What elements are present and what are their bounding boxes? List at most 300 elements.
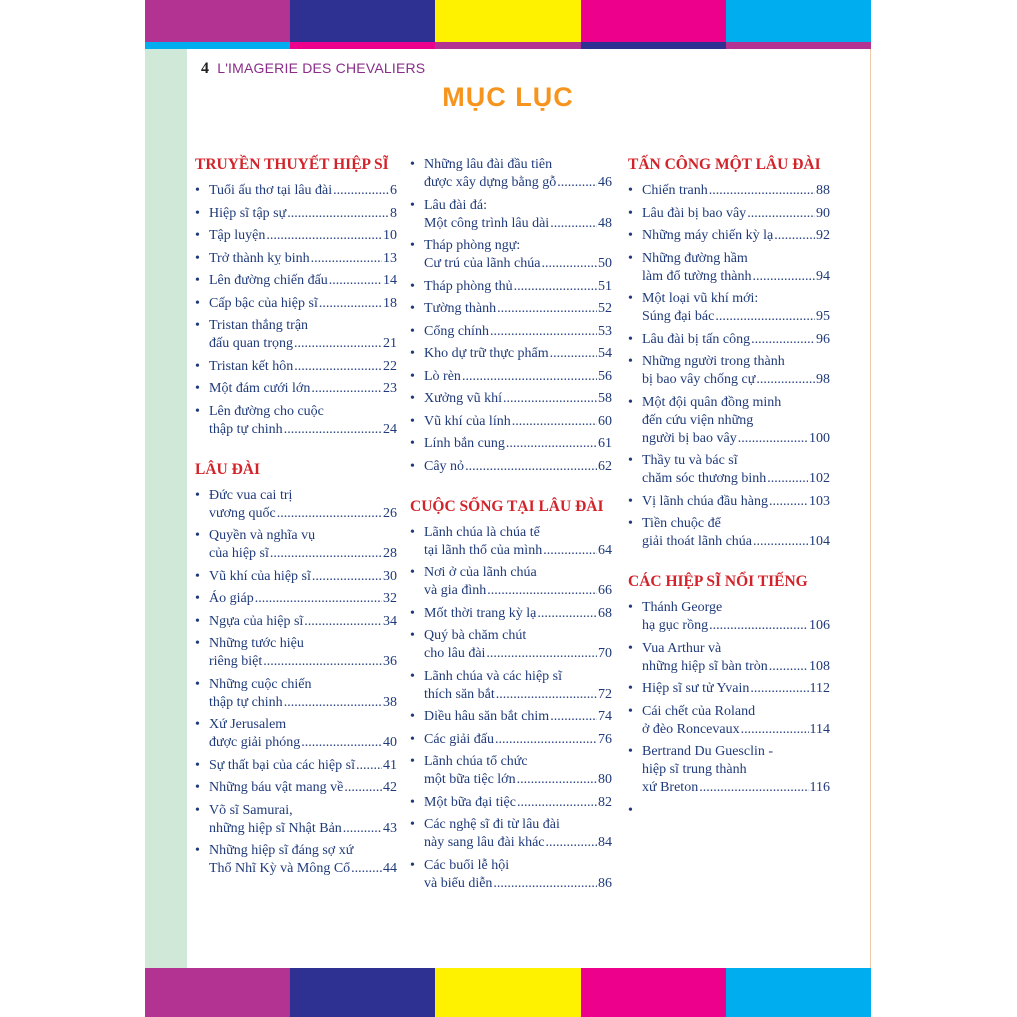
- leader-dots: [311, 250, 382, 268]
- toc-column-1: [195, 150, 397, 883]
- toc-entry-title: thập tự chinh: [209, 421, 283, 437]
- toc-entry-title-line: • Lên đường cho cuộc: [209, 403, 324, 419]
- leader-dots: [550, 345, 597, 363]
- toc-entry[interactable]: [410, 857, 612, 893]
- toc-entry-title: • Lò rèn: [424, 368, 461, 384]
- toc-entry[interactable]: [628, 182, 830, 200]
- toc-entry[interactable]: [410, 368, 612, 386]
- toc-entry-title: • Vị lãnh chúa đầu hàng: [642, 493, 768, 509]
- toc-entry-title: • Cây nỏ: [424, 458, 465, 474]
- toc-entry-title: Một công trình lâu dài: [424, 215, 550, 231]
- toc-entry[interactable]: [628, 227, 830, 245]
- toc-entry-page: 95: [816, 309, 830, 324]
- toc-entry-page: 46: [598, 175, 612, 190]
- toc-entry-title-line: • Đức vua cai trị: [209, 487, 293, 503]
- section-heading: LÂU ĐÀI: [195, 460, 261, 478]
- leader-dots: [294, 358, 382, 376]
- side-panel: [145, 49, 187, 968]
- toc-entry[interactable]: [410, 156, 612, 192]
- toc-entry-title: • Lên đường chiến đấu: [209, 273, 328, 288]
- toc-entry-title-line: • Lãnh chúa tổ chức: [424, 754, 528, 769]
- leader-dots: [546, 834, 597, 852]
- leader-dots: [517, 771, 597, 789]
- toc-entry-title-line: • Tiền chuộc để: [642, 516, 721, 531]
- toc-entry[interactable]: [410, 390, 612, 408]
- toc-entry-page: 48: [598, 215, 612, 231]
- toc-entry-title-line: • Tháp phòng ngự:: [424, 238, 521, 253]
- top-color-band: [145, 0, 871, 42]
- toc-entry[interactable]: [628, 802, 830, 820]
- leader-dots: [311, 380, 382, 398]
- toc-entry[interactable]: [628, 599, 830, 635]
- toc-entry-page: 68: [598, 605, 612, 621]
- toc-entry[interactable]: [628, 493, 830, 511]
- toc-entry[interactable]: [195, 295, 397, 313]
- toc-entry-list: [195, 487, 397, 879]
- toc-entry-title: đấu quan trọng: [209, 336, 293, 351]
- toc-entry-page: 10: [383, 228, 397, 243]
- leader-dots: [284, 694, 382, 712]
- toc-entry-title: Cư trú của lãnh chúa: [424, 256, 541, 271]
- toc-entry-list: [410, 524, 612, 893]
- toc-entry-page: 13: [383, 250, 397, 266]
- toc-entry-title: • Áo giáp: [209, 591, 254, 606]
- toc-entry-page: 51: [598, 278, 612, 294]
- leader-dots: [277, 505, 382, 523]
- toc-entry[interactable]: [195, 487, 397, 523]
- leader-dots: [752, 268, 815, 286]
- right-edge-rule: [870, 49, 871, 968]
- toc-entry[interactable]: [195, 676, 397, 712]
- toc-entry-page: 60: [598, 413, 612, 429]
- leader-dots: [751, 331, 815, 349]
- toc-entry-title-line: • Xứ Jerusalem: [209, 717, 287, 732]
- section-heading: CÁC HIỆP SĨ NỔI TIẾNG: [628, 573, 808, 590]
- bottom-color-band: [145, 968, 871, 1017]
- toc-entry-page: 76: [598, 731, 612, 747]
- toc-entry-title: • Hiệp sĩ sư tử Yvain: [642, 681, 750, 696]
- leader-dots: [287, 205, 389, 223]
- leader-dots: [753, 533, 808, 551]
- toc-entry-page: 24: [383, 421, 397, 437]
- top-band-segment: [581, 0, 726, 42]
- toc-entry-page: 34: [383, 613, 397, 629]
- toc-entry[interactable]: [628, 743, 830, 797]
- toc-entry-title-line: đến cứu viện những: [642, 412, 754, 428]
- toc-entry-title: • Lâu đài bị bao vây: [642, 205, 747, 221]
- leader-dots: [319, 295, 382, 313]
- toc-entry-page: 6: [390, 183, 397, 198]
- leader-dots: [699, 779, 808, 797]
- toc-entry-page: 54: [598, 346, 612, 361]
- toc-column-3: [628, 150, 830, 824]
- toc-entry-page: 104: [809, 534, 830, 549]
- toc-entry[interactable]: [628, 353, 830, 389]
- toc-entry-page: 42: [383, 780, 397, 795]
- toc-entry-title-line: • Những người trong thành: [642, 354, 785, 369]
- toc-entry-title-line: • Vua Arthur và: [642, 640, 722, 656]
- leader-dots: [487, 582, 597, 600]
- toc-entry-page: 52: [598, 301, 612, 316]
- leader-dots: [537, 605, 597, 623]
- leader-dots: [284, 421, 382, 439]
- toc-entry-title: được giải phóng: [209, 735, 301, 750]
- leader-dots: [774, 227, 815, 245]
- toc-entry-page: 30: [383, 568, 397, 584]
- toc-entry[interactable]: [628, 515, 830, 551]
- top-stripe-segment: [145, 42, 290, 49]
- toc-entry-page: 116: [809, 780, 830, 795]
- toc-entry[interactable]: [410, 413, 612, 431]
- leader-dots: [496, 686, 597, 704]
- toc-entry-title: cho lâu đài: [424, 646, 486, 661]
- bottom-band-segment: [726, 968, 871, 1017]
- leader-dots: [747, 205, 815, 223]
- toc-entry-page: 100: [809, 430, 830, 446]
- toc-entry[interactable]: [628, 331, 830, 349]
- toc-entry-list: [195, 182, 397, 439]
- toc-entry-list: [410, 156, 612, 476]
- toc-entry-title: Thổ Nhĩ Kỳ và Mông Cổ: [209, 861, 351, 876]
- toc-entry-title: những hiệp sĩ bàn tròn: [642, 658, 768, 674]
- leader-dots: [465, 458, 597, 476]
- toc-entry-title: • Tập luyện: [209, 228, 266, 243]
- toc-entry-title-line: • Cái chết của Roland: [642, 703, 756, 719]
- toc-entry[interactable]: [410, 708, 612, 726]
- leader-dots: [750, 680, 808, 698]
- toc-entry-title-line: • Những cuộc chiến: [209, 676, 312, 692]
- toc-entry-title-line: • Lãnh chúa là chúa tể: [424, 524, 540, 540]
- top-color-stripe: [145, 42, 871, 49]
- toc-entry-page: 92: [816, 228, 830, 243]
- toc-entry[interactable]: [195, 250, 397, 268]
- toc-entry-title: • Diều hâu săn bắt chim: [424, 709, 550, 724]
- top-stripe-segment: [290, 42, 435, 49]
- toc-entry-page: 38: [383, 694, 397, 710]
- toc-entry[interactable]: [410, 524, 612, 560]
- toc-entry-title: • Cấp bậc của hiệp sĩ: [209, 295, 318, 311]
- toc-entry-page: 72: [598, 686, 612, 702]
- toc-entry[interactable]: [410, 300, 612, 318]
- toc-entry[interactable]: [628, 680, 830, 698]
- bottom-band-segment: [290, 968, 435, 1017]
- toc-entry-page: 90: [816, 205, 830, 221]
- toc-entry[interactable]: [410, 458, 612, 476]
- toc-entry-page: 28: [383, 546, 397, 561]
- toc-entry-title-line: • Võ sĩ Samurai,: [209, 802, 293, 818]
- toc-entry-title: bị bao vây chống cự: [642, 372, 756, 387]
- toc-entry[interactable]: [410, 345, 612, 363]
- leader-dots: [486, 645, 597, 663]
- toc-entry[interactable]: [628, 290, 830, 326]
- toc-entry-page: 82: [598, 794, 612, 810]
- leader-dots: [517, 794, 597, 812]
- toc-entry-title-line: • Thánh George: [642, 600, 723, 615]
- toc-entry-title: • Những báu vật mang về: [209, 780, 344, 795]
- toc-entry-page: 112: [809, 681, 830, 696]
- running-head: [201, 60, 425, 78]
- toc-entry-title: • Lâu đài bị tấn công: [642, 331, 751, 347]
- toc-entry-title: • Ngựa của hiệp sĩ: [209, 613, 304, 629]
- toc-entry-title: • Tristan kết hôn: [209, 358, 294, 374]
- toc-entry-title: và biểu diễn: [424, 875, 493, 891]
- toc-entry-page: 18: [383, 295, 397, 311]
- toc-entry-page: 50: [598, 256, 612, 271]
- toc-entry-title: những hiệp sĩ Nhật Bản: [209, 820, 342, 836]
- top-band-segment: [435, 0, 580, 42]
- toc-entry-page: 14: [383, 273, 397, 288]
- toc-entry-page: 62: [598, 458, 612, 474]
- toc-entry-page: 23: [383, 381, 397, 396]
- toc-entry-page: 66: [598, 583, 612, 598]
- toc-entry-title-line: • Nơi ở của lãnh chúa: [424, 565, 537, 580]
- top-band-segment: [726, 0, 871, 42]
- toc-entry-page: 44: [383, 861, 397, 876]
- toc-entry[interactable]: [195, 757, 397, 775]
- toc-entry-page: 26: [383, 505, 397, 521]
- toc-entry-title: • Cổng chính: [424, 323, 489, 339]
- toc-entry-title: một bữa tiệc lớn: [424, 772, 516, 787]
- toc-entry-page: 80: [598, 772, 612, 787]
- leader-dots: [344, 779, 382, 797]
- toc-entry[interactable]: [628, 250, 830, 286]
- toc-entry[interactable]: [410, 323, 612, 341]
- toc-entry-title: • Mốt thời trang kỳ lạ: [424, 605, 537, 621]
- toc-entry[interactable]: [410, 627, 612, 663]
- leader-dots: [550, 708, 597, 726]
- bottom-band-segment: [581, 968, 726, 1017]
- toc-entry-title: • Sự thất bại của các hiệp sĩ: [209, 757, 355, 773]
- leader-dots: [741, 721, 809, 739]
- toc-entry-page: 94: [816, 268, 830, 284]
- toc-entry-page: 70: [598, 646, 612, 661]
- toc-entry[interactable]: [410, 731, 612, 749]
- leader-dots: [557, 174, 597, 192]
- toc-entry[interactable]: [195, 779, 397, 797]
- toc-entry-page: 21: [383, 336, 397, 351]
- toc-entry-page: 56: [598, 368, 612, 384]
- top-band-segment: [145, 0, 290, 42]
- leader-dots: [543, 542, 597, 560]
- toc-entry-title: • Kho dự trữ thực phẩm: [424, 346, 549, 361]
- toc-entry-title-line: • Thầy tu và bác sĩ: [642, 453, 738, 468]
- leader-dots: [351, 860, 382, 878]
- toc-entry-page: 88: [816, 183, 830, 198]
- section-heading: CUỘC SỐNG TẠI LÂU ĐÀI: [410, 497, 604, 515]
- toc-entry-title: của hiệp sĩ: [209, 546, 269, 561]
- toc-entry-list: [628, 182, 830, 551]
- leader-dots: [333, 182, 389, 200]
- toc-entry-title: ở đèo Roncevaux: [642, 721, 740, 737]
- leader-dots: [263, 653, 382, 671]
- toc-entry[interactable]: [195, 527, 397, 563]
- leader-dots: [709, 182, 815, 200]
- toc-entry-title: • Trở thành kỵ binh: [209, 250, 310, 266]
- leader-dots: [506, 435, 597, 453]
- running-head-title: L'IMAGERIE DES CHEVALIERS: [217, 60, 426, 76]
- toc-entry-title-line: • Tristan thắng trận: [209, 318, 309, 333]
- toc-entry[interactable]: [410, 237, 612, 273]
- toc-entry-title: người bị bao vây: [642, 430, 737, 446]
- toc-entry[interactable]: [195, 205, 397, 223]
- toc-entry[interactable]: [410, 794, 612, 812]
- toc-entry[interactable]: [410, 197, 612, 233]
- toc-entry-page: 96: [816, 331, 830, 347]
- toc-entry[interactable]: [195, 227, 397, 245]
- toc-entry[interactable]: [628, 703, 830, 739]
- toc-entry[interactable]: [195, 380, 397, 398]
- leader-dots: [266, 227, 382, 245]
- toc-entry-page: 36: [383, 654, 397, 669]
- toc-entry-page: 74: [598, 709, 612, 724]
- leader-dots: [550, 215, 597, 233]
- toc-entry-page: 43: [383, 820, 397, 836]
- toc-entry[interactable]: [195, 613, 397, 631]
- leader-dots: [756, 371, 815, 389]
- toc-entry[interactable]: [628, 394, 830, 448]
- top-stripe-segment: [435, 42, 580, 49]
- toc-entry-title: Súng đại bác: [642, 309, 715, 324]
- toc-entry-title-line: • Các buổi lễ hội: [424, 857, 510, 873]
- toc-entry-title: • Những máy chiến kỳ lạ: [642, 228, 774, 243]
- toc-entry-page: 108: [809, 658, 830, 674]
- leader-dots: [270, 545, 382, 563]
- leader-dots: [329, 272, 382, 290]
- toc-entry-title: này sang lâu đài khác: [424, 835, 545, 850]
- page-number: 4: [201, 60, 210, 77]
- toc-entry-title: • Vũ khí của lính: [424, 413, 511, 429]
- toc-entry-title: thích săn bắt: [424, 686, 495, 702]
- toc-entry[interactable]: [195, 358, 397, 376]
- toc-entry-page: 61: [598, 436, 612, 451]
- toc-entry[interactable]: [195, 272, 397, 290]
- toc-entry-title: chăm sóc thương binh: [642, 471, 767, 486]
- toc-entry[interactable]: [628, 452, 830, 488]
- leader-dots: [462, 368, 597, 386]
- toc-entry-title-line: • Lãnh chúa và các hiệp sĩ: [424, 668, 562, 684]
- bottom-band-segment: [145, 968, 290, 1017]
- toc-entry[interactable]: [195, 802, 397, 838]
- toc-entry-title: tại lãnh thổ của mình: [424, 542, 543, 558]
- leader-dots: [312, 568, 382, 586]
- leader-dots: [512, 413, 597, 431]
- toc-entry-page: 41: [383, 757, 397, 773]
- toc-entry-title-line: • Lâu đài đá:: [424, 197, 487, 213]
- leader-dots: [493, 875, 597, 893]
- leader-dots: [709, 617, 808, 635]
- toc-entry-page: 53: [598, 323, 612, 339]
- toc-entry-title: thập tự chinh: [209, 694, 283, 710]
- leader-dots: [503, 390, 597, 408]
- toc-entry-title: • Tường thành: [424, 301, 497, 316]
- toc-entry[interactable]: [195, 568, 397, 586]
- toc-entry-title: làm đổ tường thành: [642, 268, 752, 284]
- toc-entry-title: và gia đình: [424, 583, 487, 598]
- toc-entry[interactable]: [195, 842, 397, 878]
- leader-dots: [769, 658, 808, 676]
- toc-entry-page: 103: [809, 493, 830, 509]
- toc-entry[interactable]: [195, 317, 397, 353]
- toc-title: MỤC LỤC: [442, 82, 574, 112]
- toc-entry-page: 58: [598, 391, 612, 406]
- leader-dots: [541, 255, 597, 273]
- toc-entry-title: • Chiến tranh: [642, 183, 708, 198]
- section-heading: TRUYỀN THUYẾT HIỆP SĨ: [195, 156, 389, 173]
- leader-dots: [767, 470, 808, 488]
- toc-entry[interactable]: [410, 435, 612, 453]
- toc-entry-title-line: • Các nghệ sĩ đi từ lâu đài: [424, 817, 560, 832]
- toc-entry-title-line: • Một loại vũ khí mới:: [642, 291, 759, 306]
- toc-entry-title-line: hiệp sĩ trung thành: [642, 762, 747, 777]
- leader-dots: [738, 430, 808, 448]
- toc-entry-page: 64: [598, 542, 612, 558]
- toc-entry-title: • Lính bắn cung: [424, 436, 505, 451]
- toc-entry[interactable]: [410, 753, 612, 789]
- leader-dots: [715, 308, 815, 326]
- toc-entry[interactable]: [628, 205, 830, 223]
- toc-entry-page: 32: [383, 591, 397, 606]
- toc-entry-title: • Hiệp sĩ tập sự: [209, 205, 287, 221]
- toc-entry-page: 22: [383, 358, 397, 374]
- toc-entry-page: 40: [383, 735, 397, 750]
- toc-entry-title: • Tuổi ấu thơ tại lâu đài: [209, 183, 333, 198]
- toc-entry-title-line: • Bertrand Du Guesclin -: [642, 744, 774, 759]
- toc-entry-list: [628, 599, 830, 820]
- toc-entry-page: 114: [809, 721, 830, 737]
- toc-entry-title: • Các giải đấu: [424, 731, 494, 747]
- leader-dots: [301, 734, 382, 752]
- toc-entry[interactable]: [628, 640, 830, 676]
- toc-entry[interactable]: [195, 635, 397, 671]
- bottom-band-segment: [435, 968, 580, 1017]
- toc-entry-title-line: • Những tước hiệu: [209, 636, 304, 651]
- toc-entry[interactable]: [195, 590, 397, 608]
- toc-entry[interactable]: [410, 668, 612, 704]
- toc-entry[interactable]: [410, 278, 612, 296]
- leader-dots: [255, 590, 382, 608]
- leader-dots: [294, 335, 382, 353]
- toc-entry-title: hạ gục rồng: [642, 618, 709, 633]
- toc-entry-title: • Vũ khí của hiệp sĩ: [209, 568, 311, 584]
- toc-entry-title: xứ Breton: [642, 780, 699, 795]
- toc-entry[interactable]: [195, 182, 397, 200]
- toc-entry-title: • Xưởng vũ khí: [424, 391, 502, 406]
- toc-entry-title: • Một đám cưới lớn: [209, 381, 311, 396]
- toc-entry-title-line: • Một đội quân đồng minh: [642, 394, 782, 410]
- toc-entry-title-line: • Những đường hầm: [642, 250, 748, 266]
- toc-entry-page: 106: [809, 618, 830, 633]
- leader-dots: [490, 323, 597, 341]
- toc-entry[interactable]: [410, 816, 612, 852]
- toc-entry-page: 86: [598, 875, 612, 891]
- toc-entry-title: giải thoát lãnh chúa: [642, 534, 753, 549]
- toc-entry[interactable]: [195, 403, 397, 439]
- toc-entry-page: 84: [598, 835, 612, 850]
- book-page: [145, 0, 871, 1017]
- toc-entry-title-line: • Những hiệp sĩ đáng sợ xứ: [209, 843, 354, 858]
- toc-entry[interactable]: [195, 716, 397, 752]
- top-band-segment: [290, 0, 435, 42]
- leader-dots: [769, 493, 808, 511]
- toc-entry-title-line: • Những lâu đài đầu tiên: [424, 157, 553, 172]
- toc-entry[interactable]: [410, 605, 612, 623]
- leader-dots: [514, 278, 597, 296]
- toc-entry-page: 98: [816, 372, 830, 387]
- toc-entry[interactable]: [410, 564, 612, 600]
- toc-entry-title: được xây dựng bằng gỗ: [424, 175, 557, 190]
- leader-dots: [304, 613, 382, 631]
- leader-dots: [356, 757, 382, 775]
